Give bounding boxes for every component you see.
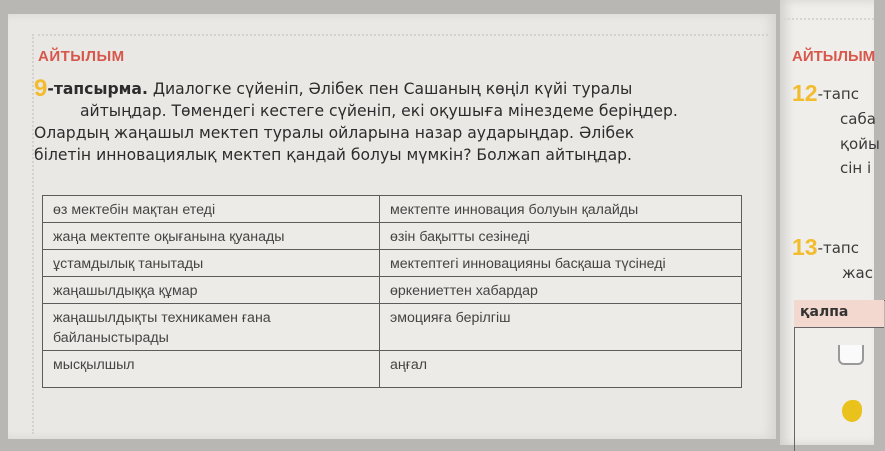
task-text-line-1: Диалогке сүйеніп, Әлібек пен Сашаның көңіл күйі туралы (152, 80, 633, 98)
dotted-border-right (780, 18, 874, 20)
section-title: АЙТЫЛЫМ (38, 48, 125, 65)
task-line-1 (34, 75, 749, 102)
task-12-line-1: саба (840, 110, 876, 128)
traits-table (42, 195, 742, 388)
table-cell: эмоцияға берілгіш (380, 304, 742, 351)
task-13-label: -тапс (817, 239, 859, 257)
table-row (43, 250, 742, 277)
table-cell: өркениеттен хабардар (380, 277, 742, 304)
yellow-figure-icon (842, 400, 862, 422)
task-12-number: 12 (792, 80, 818, 106)
task-text-line-2: айтыңдар. Төмендегі кестеге сүйеніп, екі оқушыға мінездеме беріңдер. (80, 102, 678, 120)
task-13-heading (792, 234, 859, 261)
table-cell: жаңашылдықты техникамен ғана байланыстырады (43, 304, 380, 351)
table-cell: мысқылшыл (43, 351, 380, 388)
task-number: 9 (34, 75, 48, 102)
table-row (43, 351, 742, 388)
table-row (43, 277, 742, 304)
table-cell: өз мектебін мақтан етеді (43, 196, 380, 223)
task-label: -тапсырма. (47, 80, 148, 98)
task-12-line-3: сін і (840, 159, 872, 177)
table-row (43, 223, 742, 250)
task-12-line-2: қойы (840, 135, 880, 153)
right-table-header: қалпа (794, 300, 884, 328)
task-text-line-4: білетін инновациялық мектеп қандай болуы мүмкін? Болжап айтыңдар. (34, 146, 632, 164)
table-cell: мектепте инновация болуын қалайды (380, 196, 742, 223)
table-cell: ұстамдылық танытады (43, 250, 380, 277)
cup-icon (838, 345, 864, 365)
table-cell: өзін бақытты сезінеді (380, 223, 742, 250)
task-12-heading (792, 80, 859, 107)
table-row (43, 304, 742, 351)
table-cell: жаңа мектепте оқығанына қуанады (43, 223, 380, 250)
dotted-border-top (38, 34, 768, 36)
table-cell: аңғал (380, 351, 742, 388)
task-12-label: -тапс (817, 85, 859, 103)
right-page (780, 0, 880, 445)
task-13-number: 13 (792, 234, 818, 260)
right-section-title: АЙТЫЛЫМ (792, 48, 876, 65)
table-row (43, 196, 742, 223)
task-text-line-3: Олардың жаңашыл мектеп туралы ойларына назар аударыңдар. Әлібек (34, 124, 635, 142)
table-cell: мектептегі инновацияны басқаша түсінеді (380, 250, 742, 277)
task-9-text (34, 75, 749, 166)
table-cell: жаңашылдыққа құмар (43, 277, 380, 304)
task-13-line: жас (842, 264, 873, 282)
